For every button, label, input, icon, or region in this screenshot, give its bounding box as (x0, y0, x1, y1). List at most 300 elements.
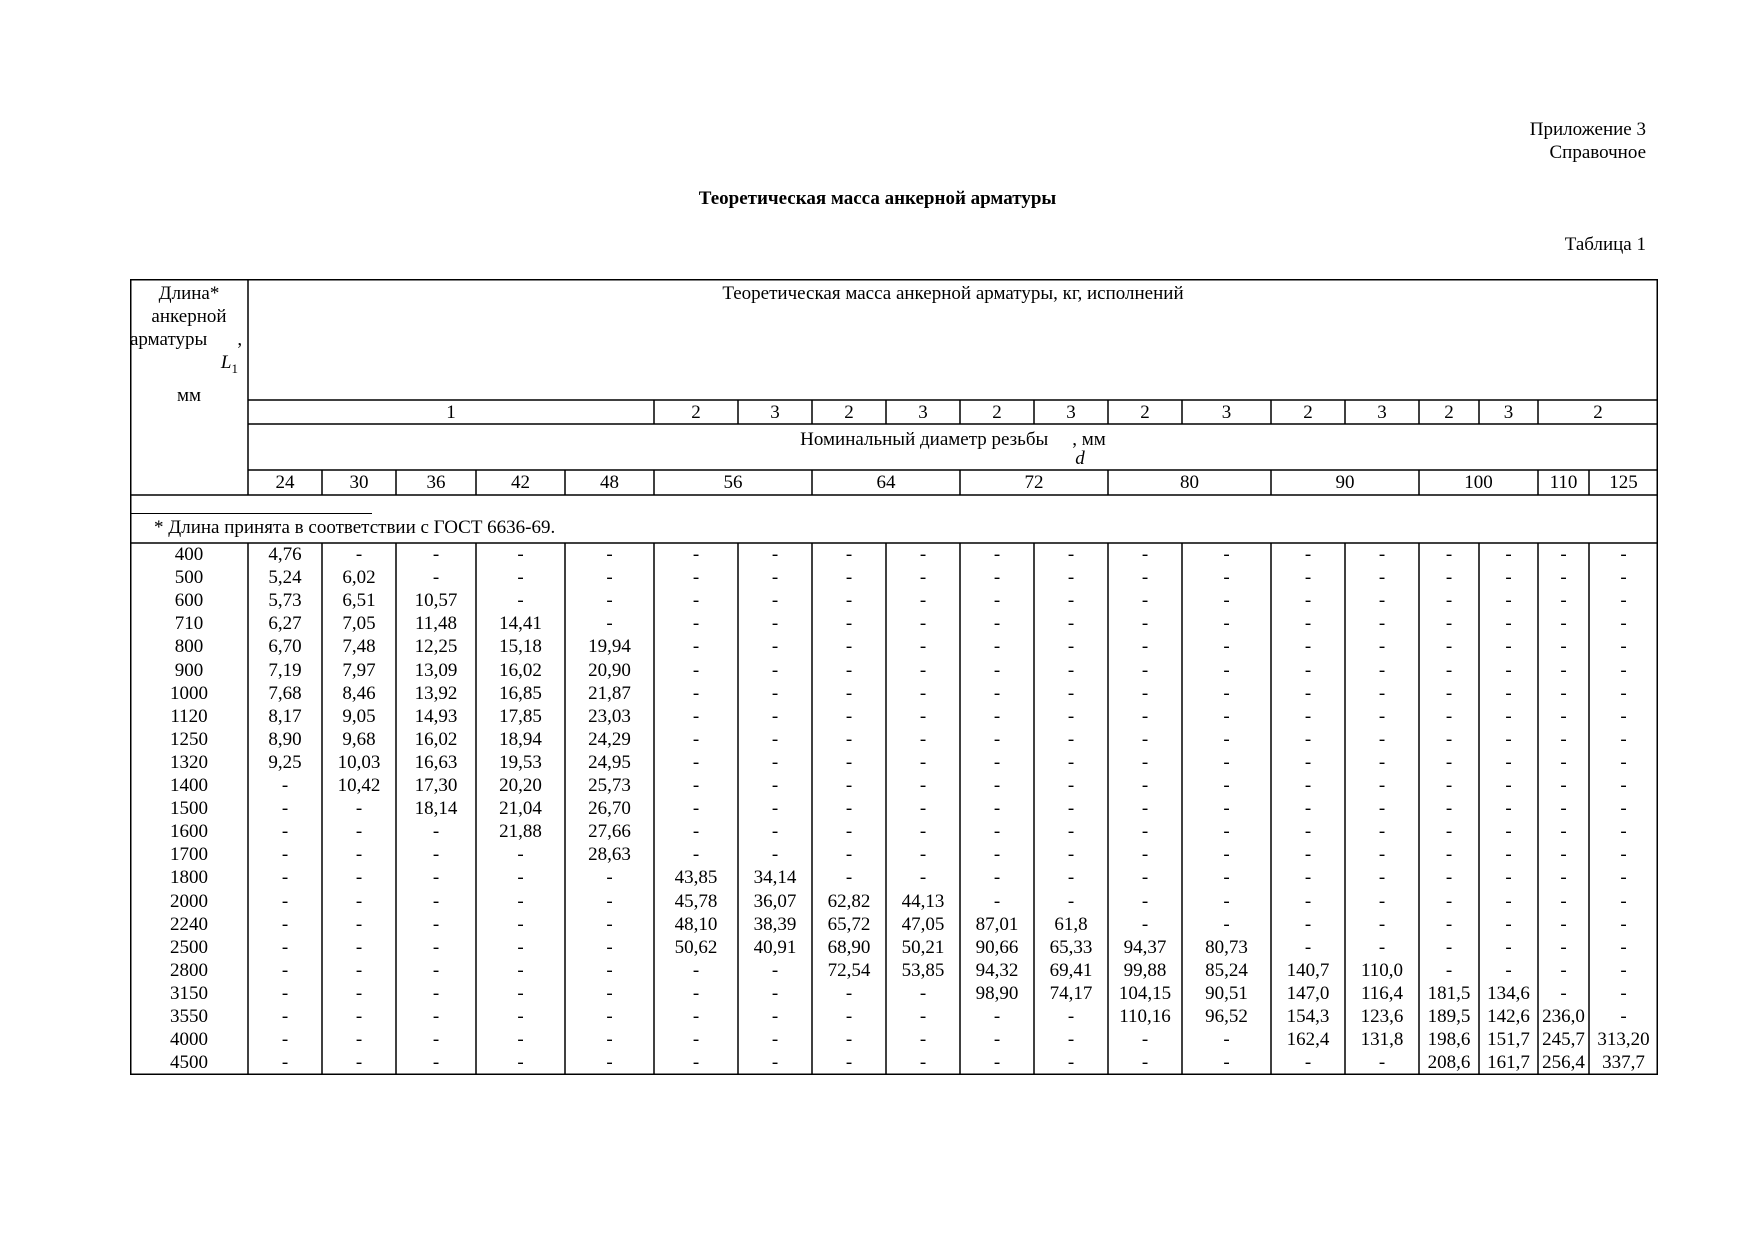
mass-cell: - (771, 1006, 779, 1027)
mass-cell: - (1620, 798, 1627, 820)
mass-cell: - (1378, 544, 1386, 565)
mass-cell: - (771, 798, 779, 820)
mass-cell: - (919, 682, 927, 704)
mass-cell: - (606, 590, 613, 612)
mass-cell: - (1620, 682, 1627, 704)
mass-cell: - (1067, 567, 1075, 589)
mass-cell: - (1505, 913, 1512, 935)
mass-cell: - (1141, 798, 1149, 820)
diameter-cell: 64 (876, 472, 896, 493)
mass-cell: 85,24 (1205, 959, 1248, 981)
mass-cell: - (1560, 959, 1567, 981)
mass-cell: 14,93 (414, 705, 458, 727)
mass-cell: - (771, 544, 779, 565)
length-cell: 3550 (170, 1006, 208, 1027)
diameter-cell: 90 (1335, 472, 1355, 493)
length-cell: 710 (174, 613, 204, 635)
mass-cell: - (919, 590, 927, 612)
mass-cell: - (919, 1052, 927, 1074)
mass-cell: - (355, 936, 363, 958)
mass-cell: - (1067, 867, 1075, 889)
mass-cell: - (606, 1052, 613, 1074)
mass-cell: 198,6 (1427, 1029, 1471, 1051)
mass-cell: - (1067, 775, 1075, 796)
version-cell: 3 (770, 402, 780, 423)
mass-cell: - (845, 982, 853, 1004)
length-cell: 400 (174, 544, 204, 565)
mass-cell: - (432, 567, 440, 589)
mass-cell: - (845, 659, 853, 681)
mass-cell: - (606, 890, 613, 912)
mass-cell: - (1620, 913, 1627, 935)
mass-cell: - (1223, 1052, 1230, 1074)
mass-cell: - (1141, 1029, 1149, 1051)
mass-cell: - (1378, 590, 1386, 612)
length-cell: 1320 (170, 751, 208, 773)
mass-cell: - (1378, 1052, 1386, 1074)
version-cell: 2 (992, 402, 1002, 423)
mass-cell: - (1141, 613, 1149, 635)
mass-cell: 69,41 (1049, 959, 1093, 981)
mass-cell: - (1445, 890, 1453, 912)
mass-cell: - (517, 1029, 524, 1051)
mass-cell: - (1445, 728, 1453, 750)
mass-cell: 110,16 (1119, 1006, 1171, 1027)
length-cell: 1600 (170, 821, 208, 843)
mass-cell: - (692, 728, 700, 750)
mass-cell: - (845, 567, 853, 589)
diameter-cell: 36 (426, 472, 446, 493)
length-cell: 600 (174, 590, 204, 612)
mass-cell: - (692, 1006, 700, 1027)
mass-cell: - (1223, 567, 1230, 589)
diameter-cell: 80 (1180, 472, 1199, 493)
mass-cell: - (432, 913, 440, 935)
mass-cell: - (845, 613, 853, 635)
mass-cell: - (1620, 890, 1627, 912)
length-cell: 1000 (170, 682, 208, 704)
mass-cell: - (919, 751, 927, 773)
mass-cell: - (1620, 590, 1627, 612)
mass-cell: - (1445, 659, 1453, 681)
mass-cell: - (281, 775, 289, 796)
mass-cell: 24,29 (588, 728, 631, 750)
length-cell: 1700 (170, 844, 208, 866)
mass-cell: - (1560, 751, 1567, 773)
mass-cell: 161,7 (1487, 1052, 1530, 1074)
mass-cell: - (692, 821, 700, 843)
mass-cell: 61,8 (1054, 913, 1088, 935)
mass-cell: - (1067, 1052, 1075, 1074)
mass-cell: - (845, 1029, 853, 1051)
mass-cell: - (281, 913, 289, 935)
mass-cell: 8,90 (268, 728, 302, 750)
mass-cell: 47,05 (901, 913, 945, 935)
mass-cell: - (1304, 751, 1312, 773)
mass-cell: - (919, 844, 927, 866)
length-cell: 2240 (170, 913, 208, 935)
mass-cell: 7,48 (342, 636, 376, 658)
version-cell: 2 (844, 402, 854, 423)
mass-cell: - (281, 844, 289, 866)
mass-cell: - (1223, 728, 1230, 750)
length-cell: 3150 (170, 982, 208, 1004)
mass-cell: - (1505, 844, 1512, 866)
mass-cell: 7,05 (342, 613, 376, 635)
mass-cell: 94,32 (975, 959, 1019, 981)
mass-cell: - (1505, 936, 1512, 958)
mass-cell: 123,6 (1360, 1006, 1404, 1027)
mass-cell: - (1505, 751, 1512, 773)
mass-cell: - (1620, 613, 1627, 635)
mass-cell: - (1067, 821, 1075, 843)
mass-cell: - (1505, 728, 1512, 750)
mass-cell: - (1067, 705, 1075, 727)
mass-cell: 13,92 (414, 682, 458, 704)
mass-cell: - (1223, 544, 1230, 565)
mass-cell: 116,4 (1360, 982, 1404, 1004)
diameter-cell: 48 (600, 472, 619, 493)
mass-cell: - (1223, 844, 1230, 866)
mass-cell: - (1560, 728, 1567, 750)
mass-cell: - (1141, 682, 1149, 704)
version-cell: 3 (1221, 402, 1232, 423)
version-cell: 2 (1593, 402, 1603, 423)
mass-cell: - (1560, 867, 1567, 889)
mass-cell: - (606, 613, 613, 635)
mass-cell: - (1223, 913, 1230, 935)
mass-cell: - (1620, 959, 1627, 981)
mass-cell: - (919, 798, 927, 820)
mass-cell: - (692, 567, 700, 589)
mass-cell: 104,15 (1118, 982, 1172, 1004)
mass-cell: - (1141, 728, 1149, 750)
mass-cell: - (606, 1006, 613, 1027)
mass-cell: 26,70 (588, 798, 631, 820)
mass-cell: - (1304, 798, 1312, 820)
mass-cell: - (606, 867, 613, 889)
mass-cell: - (1378, 775, 1386, 796)
length-cell: 800 (174, 636, 204, 658)
mass-cell: 9,68 (342, 728, 376, 750)
mass-cell: - (1067, 1006, 1075, 1027)
mass-cell: - (845, 751, 853, 773)
mass-cell: - (845, 682, 853, 704)
mass-cell: - (1304, 659, 1312, 681)
mass-cell: - (1141, 775, 1149, 796)
length-cell: 900 (174, 659, 204, 681)
mass-cell: - (845, 1052, 853, 1074)
mass-cell: - (919, 775, 927, 796)
mass-cell: 40,91 (753, 936, 797, 958)
mass-cell: - (771, 659, 779, 681)
mass-cell: - (1304, 936, 1312, 958)
mass-cell: - (692, 544, 700, 565)
mass-cell: - (993, 728, 1001, 750)
mass-cell: - (919, 1006, 927, 1027)
mass-cell: 6,51 (342, 590, 376, 612)
mass-cell: - (1141, 913, 1149, 935)
mass-cell: - (1067, 751, 1075, 773)
mass-cell: - (1223, 682, 1230, 704)
mass-cell: - (1560, 682, 1567, 704)
mass-cell: - (1223, 705, 1230, 727)
mass-cell: - (1223, 821, 1230, 843)
mass-cell: - (1620, 636, 1627, 658)
mass-cell: - (355, 821, 363, 843)
mass-cell: - (1560, 821, 1567, 843)
mass-cell: - (1560, 613, 1567, 635)
mass-cell: - (1141, 636, 1149, 658)
mass-cell: - (692, 751, 700, 773)
mass-cell: - (1067, 728, 1075, 750)
mass-cell: - (517, 1006, 524, 1027)
mass-cell: - (692, 775, 700, 796)
mass-cell: - (1378, 705, 1386, 727)
mass-cell: - (1505, 798, 1512, 820)
mass-cell: - (1560, 775, 1567, 796)
mass-cell: - (1560, 705, 1567, 727)
mass-cell: 189,5 (1427, 1006, 1471, 1027)
mass-cell: - (771, 982, 779, 1004)
mass-cell: - (1560, 590, 1567, 612)
mass-cell: 98,90 (975, 982, 1019, 1004)
length-cell: 2500 (170, 936, 208, 958)
mass-cell: - (771, 751, 779, 773)
mass-cell: - (993, 590, 1001, 612)
length-cell: 1250 (170, 728, 208, 750)
mass-cell: - (1445, 705, 1453, 727)
mass-cell: - (993, 844, 1001, 866)
mass-cell: - (993, 1052, 1001, 1074)
mass-cell: - (692, 659, 700, 681)
mass-cell: - (1505, 821, 1512, 843)
mass-cell: - (1620, 844, 1627, 866)
mass-cell: - (993, 798, 1001, 820)
diameter-header: Номинальный диаметр резьбы , мм (800, 429, 1106, 450)
mass-cell: - (1304, 890, 1312, 912)
mass-cell: - (1505, 682, 1512, 704)
mass-cell: - (1304, 821, 1312, 843)
mass-cell: - (1304, 844, 1312, 866)
mass-cell: - (692, 705, 700, 727)
mass-cell: - (1378, 821, 1386, 843)
mass-cell: 147,0 (1286, 982, 1330, 1004)
mass-cell: - (1445, 636, 1453, 658)
mass-cell: - (355, 1052, 363, 1074)
mass-cell: - (845, 798, 853, 820)
mass-cell: - (845, 728, 853, 750)
mass-cell: - (771, 636, 779, 658)
mass-cell: 140,7 (1286, 959, 1330, 981)
mass-cell: 7,19 (268, 659, 302, 681)
mass-cell: - (355, 1029, 363, 1051)
mass-cell: - (1067, 890, 1075, 912)
mass-cell: - (1141, 705, 1149, 727)
mass-cell: - (1560, 659, 1567, 681)
mass-cell: 10,03 (337, 751, 381, 773)
mass-cell: 337,7 (1602, 1052, 1645, 1074)
mass-cell: - (606, 913, 613, 935)
version-cell: 3 (1503, 402, 1514, 423)
mass-cell: - (845, 821, 853, 843)
mass-cell: 5,73 (268, 590, 302, 612)
mass-cell: - (1620, 728, 1627, 750)
mass-cell: - (1620, 821, 1627, 843)
mass-cell: - (771, 728, 779, 750)
mass-cell: 18,14 (414, 798, 458, 820)
mass-cell: - (771, 959, 779, 981)
mass-cell: - (606, 982, 613, 1004)
mass-cell: - (1304, 705, 1312, 727)
length-cell: 4000 (170, 1029, 208, 1051)
mass-cell: 12,25 (414, 636, 458, 658)
mass-cell: 28,63 (588, 844, 631, 866)
diameter-cell: 110 (1549, 472, 1578, 493)
mass-cell: - (1560, 567, 1567, 589)
mass-cell: - (281, 798, 289, 820)
mass-cell: 154,3 (1286, 1006, 1330, 1027)
mass-cell: 50,21 (901, 936, 945, 958)
mass-cell: - (1505, 544, 1512, 565)
mass-cell: - (993, 751, 1001, 773)
mass-cell: - (1378, 844, 1386, 866)
mass-cell: 65,33 (1049, 936, 1093, 958)
mass-cell: - (355, 913, 363, 935)
version-cell: 2 (1140, 402, 1150, 423)
mass-cell: 21,88 (499, 821, 542, 843)
mass-cell: - (771, 821, 779, 843)
mass-cell: - (919, 659, 927, 681)
mass-cell: - (1445, 544, 1453, 565)
mass-cell: - (1445, 590, 1453, 612)
mass-cell: 181,5 (1427, 982, 1471, 1004)
mass-cell: - (1067, 1029, 1075, 1051)
appendix-number: Приложение 3 (1529, 119, 1646, 140)
mass-cell: - (1067, 590, 1075, 612)
mass-cell: - (1378, 636, 1386, 658)
mass-cell: - (1560, 544, 1567, 565)
mass-cell: - (919, 544, 927, 565)
mass-cell: - (432, 959, 440, 981)
mass-cell: - (692, 982, 700, 1004)
mass-cell: - (771, 682, 779, 704)
mass-cell: - (1505, 659, 1512, 681)
mass-cell: 90,51 (1205, 982, 1248, 1004)
mass-cell: 23,03 (588, 705, 631, 727)
mass-cell: - (1304, 1052, 1312, 1074)
mass-cell: 20,90 (588, 659, 631, 681)
mass-cell: 256,4 (1542, 1052, 1585, 1074)
mass-cell: 151,7 (1487, 1029, 1530, 1051)
mass-cell: 142,6 (1487, 1006, 1530, 1027)
mass-cell: 43,85 (674, 867, 718, 889)
mass-cell: - (1620, 936, 1627, 958)
mass-cell: - (771, 590, 779, 612)
mass-cell: 162,4 (1286, 1029, 1330, 1051)
mass-cell: - (355, 959, 363, 981)
table-label: Таблица 1 (1564, 234, 1646, 255)
mass-cell: 16,02 (414, 728, 458, 750)
mass-cell: - (771, 775, 779, 796)
mass-cell: 9,05 (342, 705, 376, 727)
mass-cell: - (1141, 890, 1149, 912)
mass-cell: - (1560, 890, 1567, 912)
mass-cell: - (1505, 590, 1512, 612)
mass-cell: - (517, 982, 524, 1004)
mass-cell: 9,25 (268, 751, 302, 773)
mass-cell: - (692, 844, 700, 866)
mass-cell: 53,85 (901, 959, 945, 981)
mass-cell: 7,97 (342, 659, 376, 681)
mass-cell: - (771, 613, 779, 635)
mass-cell: - (1141, 1052, 1149, 1074)
mass-cell: - (1505, 775, 1512, 796)
mass-cell: 8,17 (268, 705, 302, 727)
mass-cell: - (606, 959, 613, 981)
mass-cell: - (1620, 659, 1627, 681)
mass-cell: - (1620, 544, 1627, 565)
mass-cell: - (1378, 936, 1386, 958)
length-column-header: Длина* анкерной арматуры , $L_1$ мм (130, 283, 243, 406)
mass-cell: - (845, 544, 853, 565)
mass-cell: 11,48 (414, 613, 458, 635)
mass-cell: - (845, 844, 853, 866)
mass-cell: - (771, 1029, 779, 1051)
mass-cell: - (1067, 682, 1075, 704)
diameter-cell: 125 (1609, 472, 1638, 493)
mass-cell: - (1223, 659, 1230, 681)
mass-cell: 5,24 (268, 567, 302, 589)
mass-cell: - (1378, 867, 1386, 889)
mass-table (130, 279, 1658, 1076)
mass-cell: - (1445, 567, 1453, 589)
mass-cell: - (1445, 936, 1453, 958)
mass-cell: 8,46 (342, 682, 376, 704)
mass-cell: - (692, 682, 700, 704)
mass-cell: - (1223, 636, 1230, 658)
mass-cell: - (692, 959, 700, 981)
mass-cell: - (1378, 728, 1386, 750)
mass-cell: - (606, 936, 613, 958)
mass-cell: - (692, 1029, 700, 1051)
mass-cell: - (1620, 867, 1627, 889)
mass-cell: - (1560, 844, 1567, 866)
mass-cell: 4,76 (268, 544, 302, 565)
mass-cell: 236,0 (1542, 1006, 1585, 1027)
mass-cell: - (993, 1006, 1001, 1027)
mass-cell: - (1378, 659, 1386, 681)
mass-cell: 17,85 (499, 705, 542, 727)
mass-cell: - (1141, 659, 1149, 681)
mass-cell: - (1445, 613, 1453, 635)
mass-cell: - (355, 982, 363, 1004)
mass-cell: - (517, 867, 524, 889)
mass-cell: 16,02 (499, 659, 542, 681)
mass-cell: - (1378, 798, 1386, 820)
mass-cell: - (993, 659, 1001, 681)
mass-cell: - (1223, 775, 1230, 796)
document-title: Теоретическая масса анкерной арматуры (698, 188, 1057, 209)
mass-cell: - (845, 1006, 853, 1027)
mass-cell: - (1560, 798, 1567, 820)
mass-cell: - (1620, 982, 1627, 1004)
mass-cell: - (1067, 544, 1075, 565)
mass-cell: - (1378, 913, 1386, 935)
mass-cell: 36,07 (753, 890, 797, 912)
mass-cell: - (1505, 867, 1512, 889)
mass-cell: - (432, 844, 440, 866)
